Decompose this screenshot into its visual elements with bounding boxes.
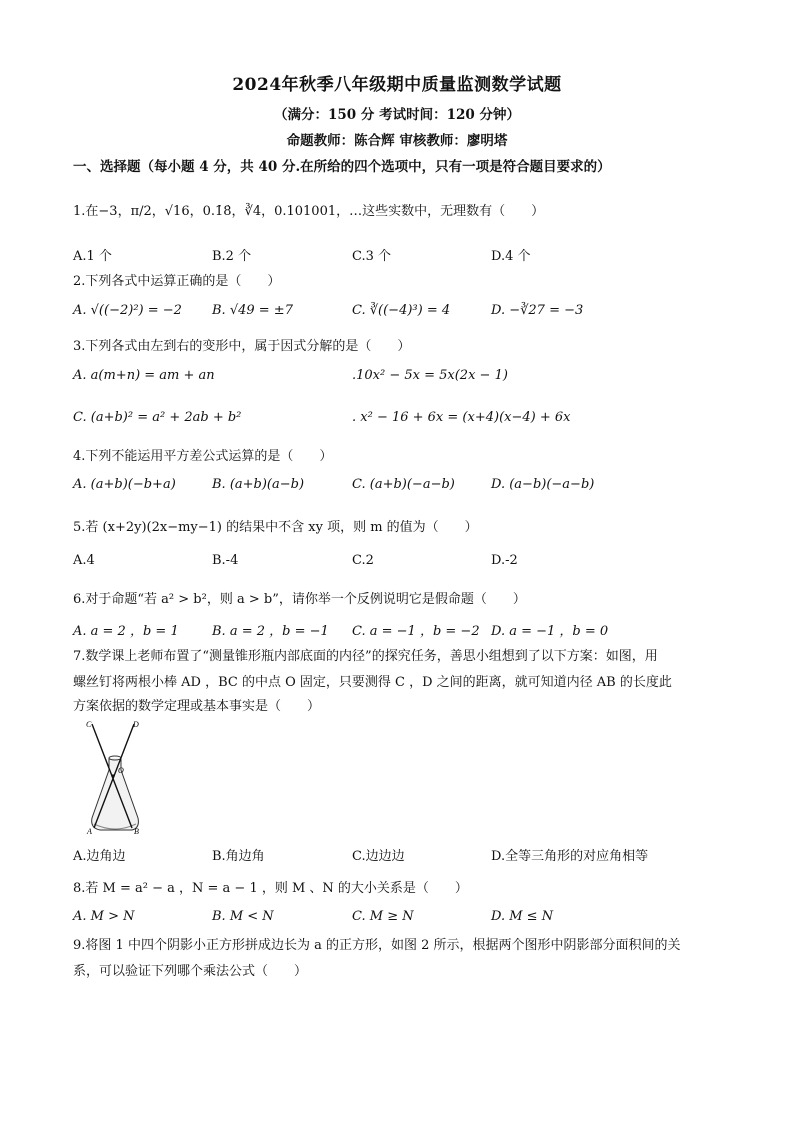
question-8-stem: 8.若 M = a² − a ，N = a − 1 ，则 M 、N 的大小关系是（ ） xyxy=(73,881,468,896)
question-1-option-d[interactable]: D.4 个 xyxy=(491,249,531,264)
conical-flask-figure xyxy=(82,718,148,836)
question-6-option-c[interactable]: C. a = −1 ，b = −2 xyxy=(352,624,480,639)
question-6-stem: 6.对于命题“若 a² > b²，则 a > b”，请你举一个反例说明它是假命题（ ） xyxy=(73,592,526,607)
question-1-option-a[interactable]: A.1 个 xyxy=(73,249,112,264)
question-5-stem: 5.若 (x+2y)(2x−my−1) 的结果中不含 xy 项，则 m 的值为（ ） xyxy=(73,520,478,535)
figure-label-o: O xyxy=(118,766,124,775)
question-2-option-a[interactable]: A. √((−2)²) = −2 xyxy=(73,303,182,318)
question-5-option-d[interactable]: D.-2 xyxy=(491,553,518,568)
question-3-option-d[interactable]: . x² − 16 + 6x = (x+4)(x−4) + 6x xyxy=(352,410,571,425)
question-7-option-a[interactable]: A.边角边 xyxy=(73,849,126,864)
question-8-option-a[interactable]: A. M > N xyxy=(73,909,135,924)
figure-label-d: D xyxy=(133,720,139,729)
question-5-option-b[interactable]: B.-4 xyxy=(212,553,239,568)
question-1-stem: 1.在−3，π/2，√16，0.1̇8̇，∛4，0.101001，…这些实数中，无理数有（ ） xyxy=(73,204,545,219)
question-7-stem-line-1: 7.数学课上老师布置了“测量锥形瓶内部底面的内径”的探究任务，善思小组想到了以下方案：如图，用 xyxy=(73,649,658,664)
question-5-option-a[interactable]: A.4 xyxy=(73,553,95,568)
question-8-option-c[interactable]: C. M ≥ N xyxy=(352,909,414,924)
exam-title: 2024年秋季八年级期中质量监测数学试题 xyxy=(232,75,562,95)
question-2-option-d[interactable]: D. −∛27 = −3 xyxy=(491,303,584,318)
question-1-option-b[interactable]: B.2 个 xyxy=(212,249,252,264)
question-7-option-c[interactable]: C.边边边 xyxy=(352,849,405,864)
question-4-option-a[interactable]: A. (a+b)(−b+a) xyxy=(73,477,176,492)
question-3-option-c[interactable]: C. (a+b)² = a² + 2ab + b² xyxy=(73,410,242,425)
section-heading: 一、选择题（每小题 4 分，共 40 分.在所给的四个选项中，只有一项是符合题目要求的） xyxy=(73,159,611,175)
question-1-option-c[interactable]: C.3 个 xyxy=(352,249,392,264)
question-9-stem-line-1: 9.将图 1 中四个阴影小正方形拼成边长为 a 的正方形，如图 2 所示，根据两个图形中阴影部分面积间的关 xyxy=(73,938,681,953)
question-4-option-d[interactable]: D. (a−b)(−a−b) xyxy=(491,477,595,492)
question-8-option-d[interactable]: D. M ≤ N xyxy=(491,909,554,924)
question-6-option-b[interactable]: B. a = 2 ，b = −1 xyxy=(212,624,329,639)
exam-info: （满分：150 分 考试时间：120 分钟） xyxy=(274,107,520,123)
question-7-stem-line-2: 螺丝钉将两根小棒 AD ，BC 的中点 O 固定，只要测得 C ，D 之间的距离，就可知道内径 AB 的长度此 xyxy=(73,675,672,690)
question-6-option-d[interactable]: D. a = −1 ，b = 0 xyxy=(491,624,609,639)
figure-label-c: C xyxy=(86,720,92,729)
question-7-option-b[interactable]: B.角边角 xyxy=(212,849,265,864)
question-7-option-d[interactable]: D.全等三角形的对应角相等 xyxy=(491,849,649,864)
question-2-option-b[interactable]: B. √49 = ±7 xyxy=(212,303,293,318)
question-3-stem: 3.下列各式由左到右的变形中，属于因式分解的是（ ） xyxy=(73,339,411,354)
figure-label-b: B xyxy=(134,827,139,836)
question-3-option-b[interactable]: .10x² − 5x = 5x(2x − 1) xyxy=(352,368,508,383)
question-4-stem: 4.下列不能运用平方差公式运算的是（ ） xyxy=(73,449,333,464)
question-2-stem: 2.下列各式中运算正确的是（ ） xyxy=(73,274,281,289)
question-5-option-c[interactable]: C.2 xyxy=(352,553,374,568)
question-4-option-b[interactable]: B. (a+b)(a−b) xyxy=(212,477,305,492)
question-9-stem-line-2: 系，可以验证下列哪个乘法公式（ ） xyxy=(73,964,308,979)
question-6-option-a[interactable]: A. a = 2 ，b = 1 xyxy=(73,624,179,639)
question-8-option-b[interactable]: B. M < N xyxy=(212,909,274,924)
question-7-stem-line-3: 方案依据的数学定理或基本事实是（ ） xyxy=(73,699,321,714)
figure-label-a: A xyxy=(87,827,92,836)
question-3-option-a[interactable]: A. a(m+n) = am + an xyxy=(73,368,215,383)
question-4-option-c[interactable]: C. (a+b)(−a−b) xyxy=(352,477,455,492)
teacher-info: 命题教师：陈合辉 审核教师：廖明塔 xyxy=(286,133,508,149)
question-2-option-c[interactable]: C. ∛((−4)³) = 4 xyxy=(352,303,451,318)
